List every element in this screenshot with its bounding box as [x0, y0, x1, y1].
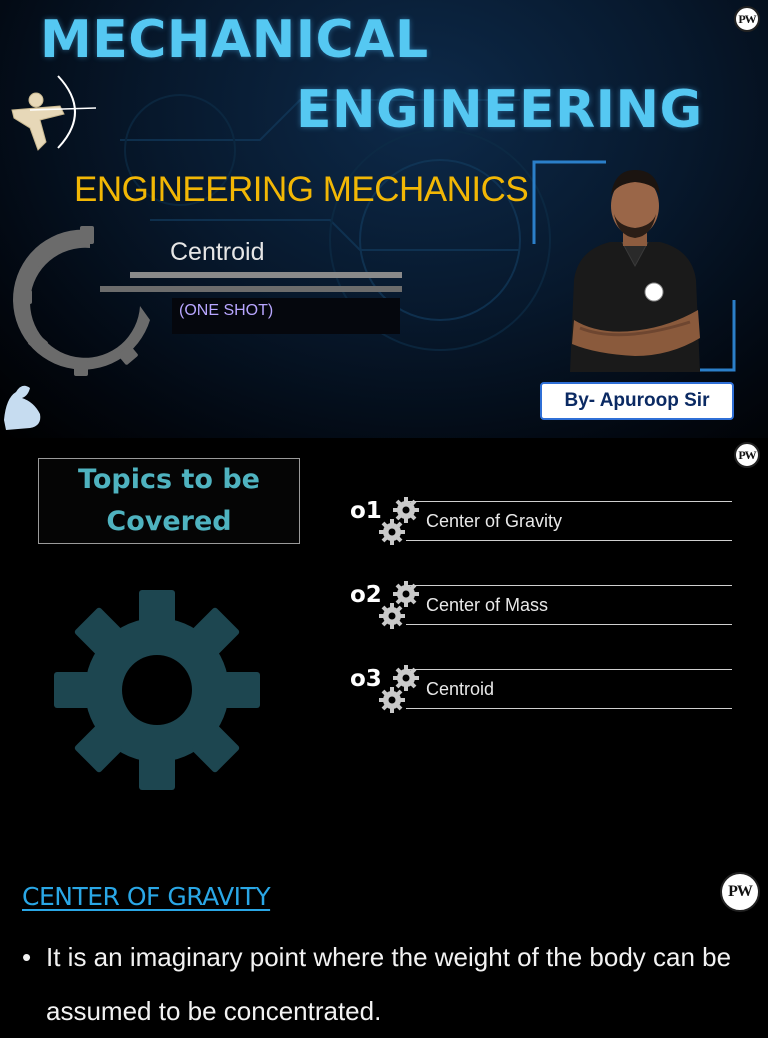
- lecture-topic: Centroid: [170, 238, 265, 266]
- topic-label: Center of Gravity: [426, 511, 563, 531]
- bullet-point: [22, 930, 752, 1038]
- topic-label: Centroid: [426, 679, 495, 699]
- topic-divider: [406, 669, 732, 670]
- topic-divider: [406, 708, 732, 709]
- lecture-banner: [0, 0, 768, 438]
- one-shot-label: (ONE SHOT): [179, 302, 274, 319]
- subject-title: ENGINEERING MECHANICS: [74, 170, 529, 209]
- topic-divider: [406, 540, 732, 541]
- topic-divider: [406, 585, 732, 586]
- topic-number: o3: [350, 666, 382, 692]
- gear-icon: [54, 590, 260, 790]
- topics-heading-box: [38, 458, 300, 544]
- archer-icon: [12, 93, 64, 150]
- section-heading: CENTER OF GRAVITY: [22, 882, 271, 911]
- pw-logo-icon: PW: [734, 442, 760, 468]
- bullet-symbol: •: [22, 942, 32, 972]
- presenter-badge: [540, 382, 734, 420]
- topic-divider: [406, 624, 732, 625]
- topic-item: [350, 664, 732, 716]
- topic-divider: [406, 501, 732, 502]
- topic-number: o1: [350, 498, 382, 524]
- topic-item: [350, 496, 732, 548]
- banner-title-line2: ENGINEERING: [296, 80, 703, 140]
- bullet-text: It is an imaginary point where the weight of the body can be assumed to be concentrated.: [46, 942, 732, 1026]
- presenter-name: By- Apuroop Sir: [564, 390, 710, 411]
- pw-logo-icon: PW: [734, 6, 760, 32]
- topic-label: Center of Mass: [426, 595, 549, 615]
- presenter-photo: [560, 160, 710, 372]
- flexed-arm-icon: [4, 386, 40, 430]
- banner-title-line1: MECHANICAL: [40, 10, 429, 70]
- pw-logo-icon: PW: [720, 872, 760, 912]
- topics-heading: Topics to be Covered: [78, 464, 260, 537]
- topic-item: [350, 580, 732, 632]
- topic-number: o2: [350, 582, 382, 608]
